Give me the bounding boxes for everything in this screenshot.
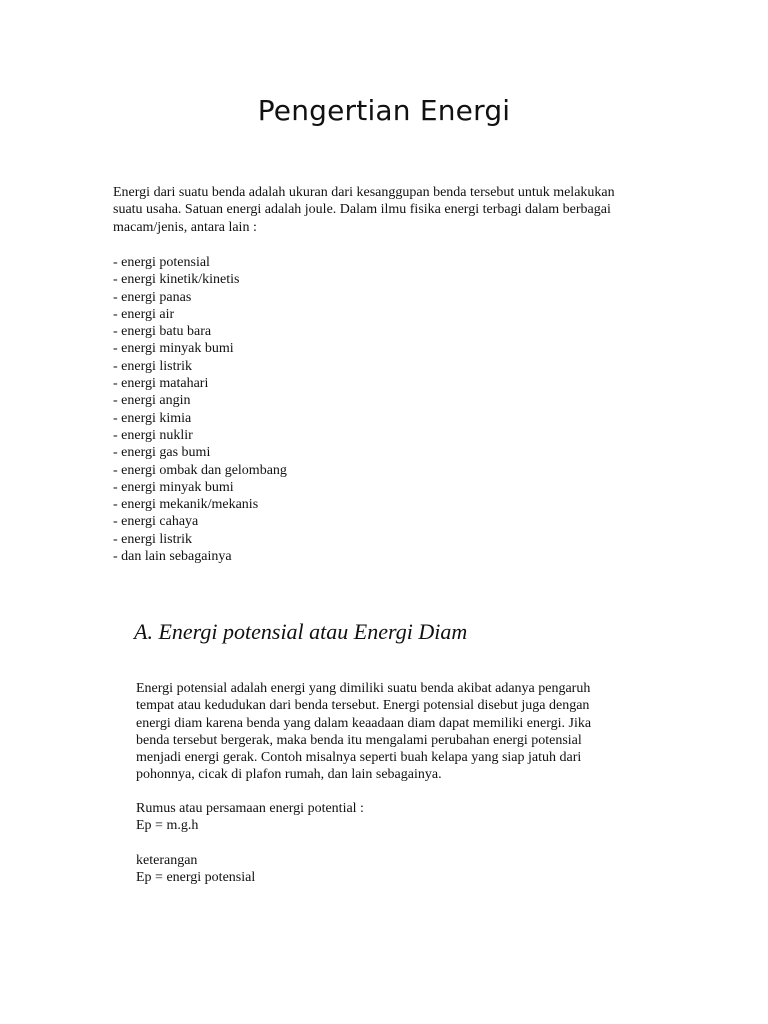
list-item: - energi matahari	[113, 376, 209, 392]
section-a-paragraph	[136, 680, 656, 784]
intro-line: suatu usaha. Satuan energi adalah joule. Dalam ilmu fisika energi terbagi dalam berbagai	[113, 202, 611, 218]
list-item: - energi minyak bumi	[113, 341, 234, 357]
list-item: - energi potensial	[113, 255, 210, 270]
list-item: - energi listrik	[113, 531, 193, 547]
paragraph-line: Energi potensial adalah energi yang dimiliki suatu benda akibat adanya pengaruh	[136, 681, 591, 696]
list-item: - energi nuklir	[113, 427, 193, 443]
list-item: - energi ombak dan gelombang	[113, 462, 287, 478]
page-title: Pengertian Energi	[257, 94, 511, 127]
list-item: - energi air	[113, 306, 175, 322]
paragraph-line: benda tersebut bergerak, maka benda itu mengalami perubahan energi potensial	[136, 732, 582, 748]
list-item: - energi batu bara	[113, 324, 212, 340]
list-item: - energi listrik	[113, 358, 193, 374]
intro-paragraph	[113, 184, 673, 236]
formula: Ep = m.g.h	[136, 818, 199, 834]
list-item: - energi minyak bumi	[113, 479, 234, 495]
intro-line: Energi dari suatu benda adalah ukuran dari kesanggupan benda tersebut untuk melakukan	[113, 185, 615, 200]
list-item: - dan lain sebagainya	[113, 549, 232, 565]
paragraph-line: energi diam karena benda yang dalam keaadaan diam dapat memiliki energi. Jika	[136, 715, 592, 731]
list-item: - energi cahaya	[113, 514, 199, 530]
list-item: - energi kimia	[113, 410, 192, 426]
energy-types-list	[113, 254, 513, 565]
intro-line: macam/jenis, antara lain :	[113, 219, 257, 235]
list-item: - energi angin	[113, 393, 191, 409]
list-item: - energi mekanik/mekanis	[113, 497, 259, 513]
keterangan-block	[136, 852, 656, 887]
formula-label: Rumus atau persamaan energi potential :	[136, 801, 364, 816]
formula-block	[136, 800, 656, 835]
paragraph-line: tempat atau kedudukan dari benda tersebut. Energi potensial disebut juga dengan	[136, 698, 590, 714]
list-item: - energi kinetik/kinetis	[113, 272, 240, 288]
section-a-heading: A. Energi potensial atau Energi Diam	[134, 619, 468, 644]
keterangan-item: Ep = energi potensial	[136, 870, 256, 886]
paragraph-line: menjadi energi gerak. Contoh misalnya seperti buah kelapa yang siap jatuh dari	[136, 750, 582, 766]
keterangan-label: keterangan	[136, 853, 198, 868]
list-item: - energi gas bumi	[113, 445, 211, 461]
list-item: - energi panas	[113, 289, 192, 305]
paragraph-line: pohonnya, cicak di plafon rumah, dan lain sebagainya.	[136, 767, 442, 783]
